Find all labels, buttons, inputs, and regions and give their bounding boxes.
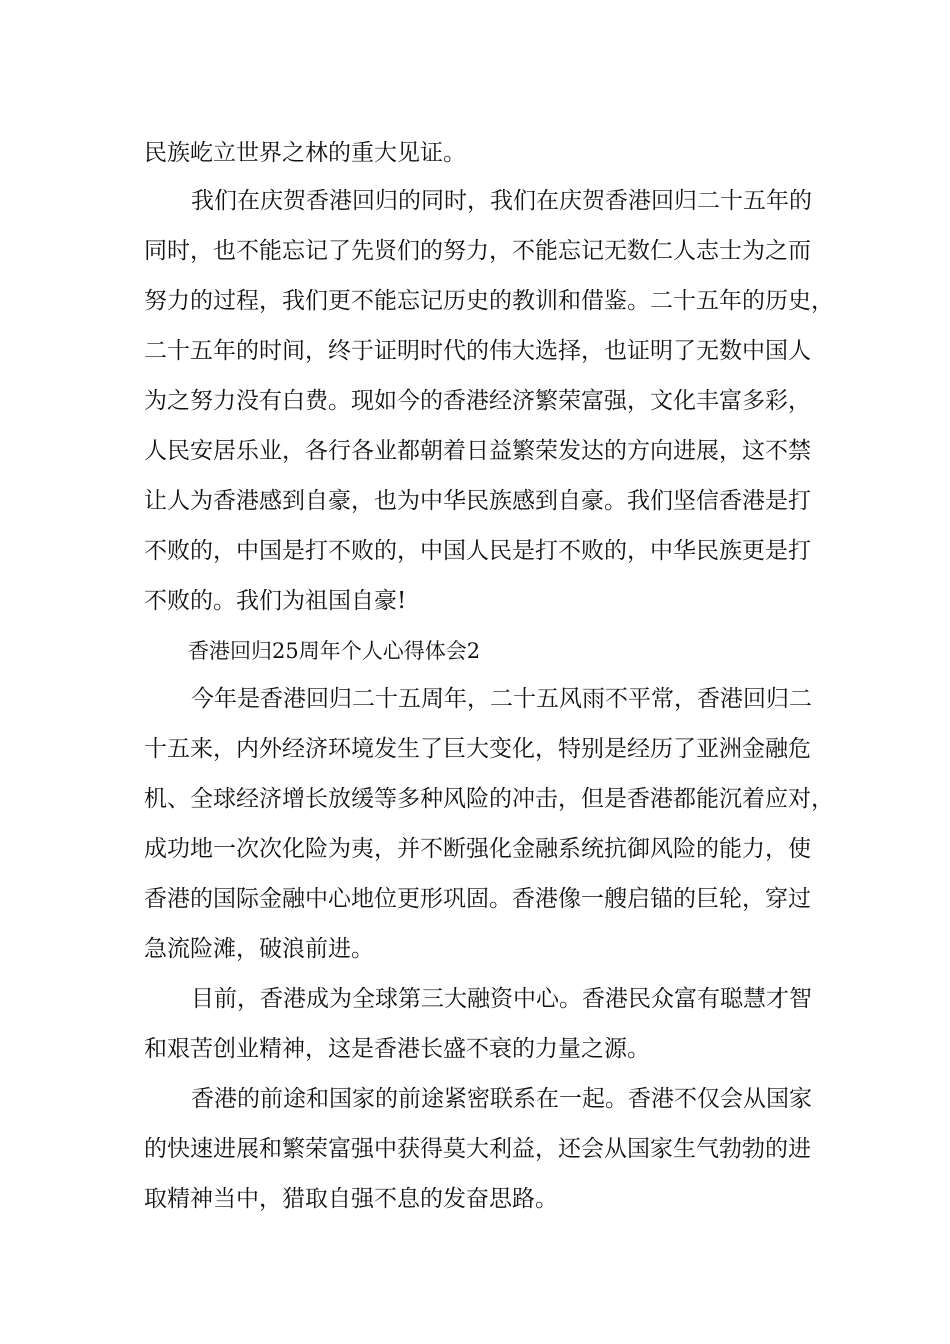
text-line-4: 努力的过程，我们更不能忘记历史的教训和借鉴。二十五年的历史，	[144, 288, 834, 314]
text-line-6: 为之努力没有白费。现如今的香港经济繁荣富强，文化丰富多彩，	[144, 388, 811, 414]
text-line-8: 让人为香港感到自豪，也为中华民族感到自豪。我们坚信香港是打	[144, 488, 811, 514]
text-line-1: 民族屹立世界之林的重大见证。	[144, 140, 466, 166]
text-line-9: 不败的，中国是打不败的，中国人民是打不败的，中华民族更是打	[144, 538, 811, 564]
text-line-19: 和艰苦创业精神，这是香港长盛不衰的力量之源。	[144, 1036, 650, 1062]
text-line-17: 急流险滩，破浪前进。	[144, 936, 374, 962]
text-line-14: 机、全球经济增长放缓等多种风险的冲击，但是香港都能沉着应对，	[144, 786, 834, 812]
paragraph-line-start: 香港的前途和国家的前途紧密联系在一起。香港不仅会从国家	[191, 1086, 812, 1112]
text-line-7: 人民安居乐业，各行各业都朝着日益繁荣发达的方向进展，这不禁	[144, 438, 811, 464]
text-line-3: 同时，也不能忘记了先贤们的努力，不能忘记无数仁人志士为之而	[144, 238, 811, 264]
paragraph-line-start: 今年是香港回归二十五周年，二十五风雨不平常，香港回归二	[191, 686, 812, 712]
text-line-15: 成功地一次次化险为夷，并不断强化金融系统抗御风险的能力，使	[144, 836, 811, 862]
text-line-16: 香港的国际金融中心地位更形巩固。香港像一艘启锚的巨轮，穿过	[144, 886, 811, 912]
section-heading: 香港回归25周年个人心得体会2	[188, 639, 481, 663]
paragraph-line-start: 我们在庆贺香港回归的同时，我们在庆贺香港回归二十五年的	[191, 188, 812, 214]
text-line-10: 不败的。我们为祖国自豪!	[144, 588, 407, 614]
paragraph-line-start: 目前，香港成为全球第三大融资中心。香港民众富有聪慧才智	[191, 986, 812, 1012]
text-line-5: 二十五年的时间，终于证明时代的伟大选择，也证明了无数中国人	[144, 338, 811, 364]
text-line-21: 的快速进展和繁荣富强中获得莫大利益，还会从国家生气勃勃的进	[144, 1136, 811, 1162]
text-line-22: 取精神当中，猎取自强不息的发奋思路。	[144, 1186, 558, 1212]
text-line-13: 十五来，内外经济环境发生了巨大变化，特别是经历了亚洲金融危	[144, 736, 811, 762]
